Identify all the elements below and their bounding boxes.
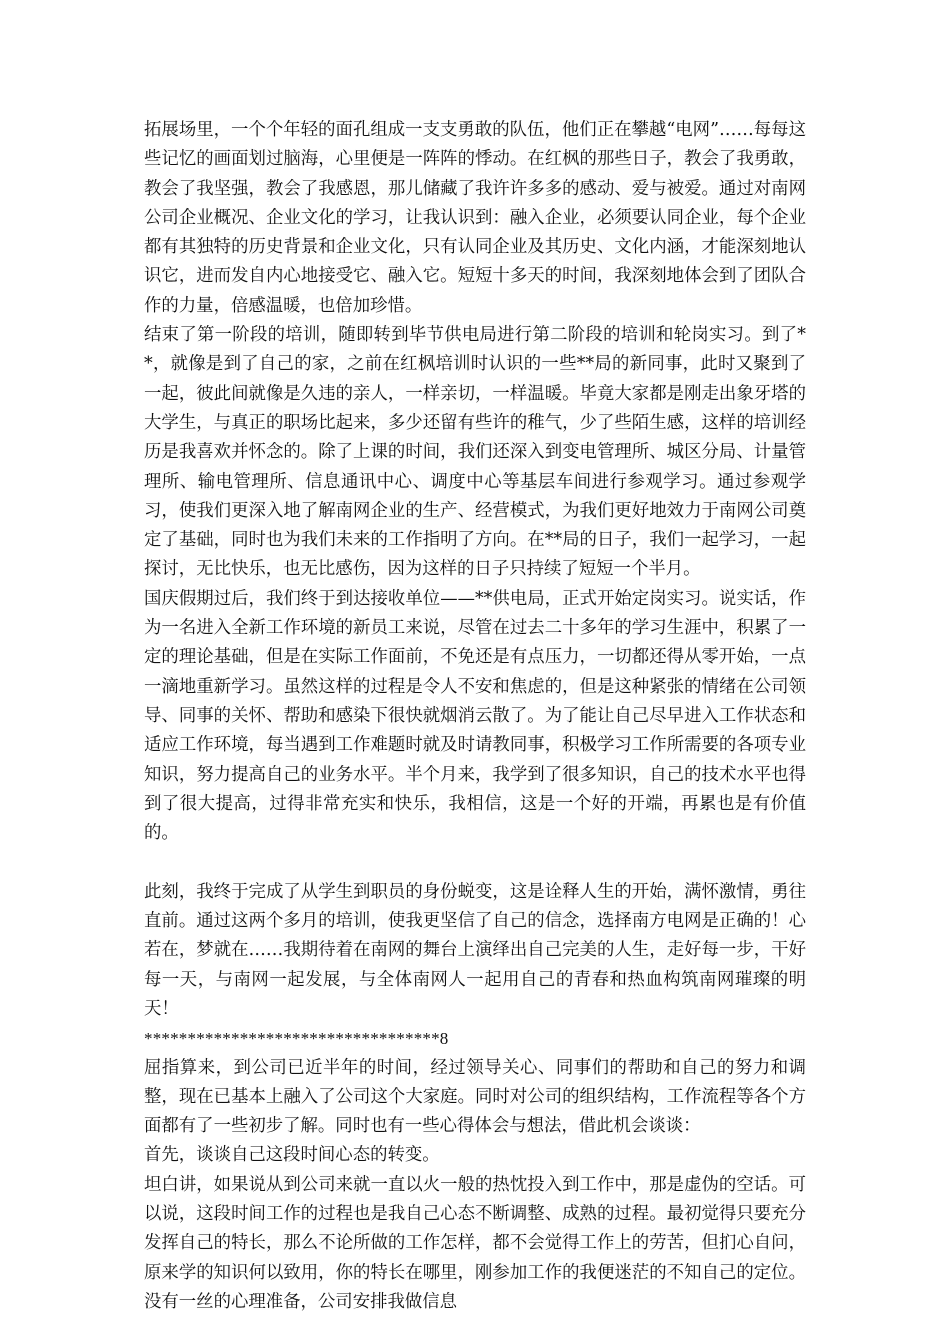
paragraph-4: 此刻，我终于完成了从学生到职员的身份蜕变，这是诠释人生的开始，满怀激情，勇往直前。通过这两个多月的培训，使我更坚信了自己的信念，选择南方电网是正确的！心若在，梦就在……我期待着在南网的舞台上演绎出自己完美的人生，走好每一步，干好每一天，与南网一起发展，与全体南网人一起用自己的青春和热血构筑南网璀璨的明天！ [144,881,806,1019]
paragraph-2: 结束了第一阶段的培训，随即转到毕节供电局进行第二阶段的培训和轮岗实习。到了**，就像是到了自己的家，之前在红枫培训时认识的一些**局的新同事，此时又聚到了一起，彼此间就像是久违的亲人，一样亲切，一样温暖。毕竟大家都是刚走出象牙塔的大学生，与真正的职场比起来，多少还留有些许的稚气，少了些陌生感，这样的培训经历是我喜欢并怀念的。除了上课的时间，我们还深入到变电管理所、城区分局、计量管理所、输电管理所、信息通讯中心、调度中心等基层车间进行参观学习。通过参观学习，使我们更深入地了解南网企业的生产、经营模式，为我们更好地效力于南网公司奠定了基础，同时也为我们未来的工作指明了方向。在**局的日子，我们一起学习，一起探讨，无比快乐，也无比感伤，因为这样的日子只持续了短短一个半月。 [144,325,806,580]
paragraph-5: 屈指算来，到公司已近半年的时间，经过领导关心、同事们的帮助和自己的努力和调整，现在已基本上融入了公司这个大家庭。同时对公司的组织结构，工作流程等各个方面都有了一些初步了解。同时也有一些心得体会与想法，借此机会谈谈： [144,1057,806,1137]
document-page [144,116,806,1317]
section-separator: **********************************8 [144,1029,449,1049]
paragraph-7: 坦白讲，如果说从到公司来就一直以火一般的热忱投入到工作中，那是虚伪的空话。可以说，这段时间工作的过程也是我自己心态不断调整、成熟的过程。最初觉得只要充分发挥自己的特长，那么不论所做的工作怎样，都不会觉得工作上的劳苦，但扪心自问，原来学的知识何以致用，你的特长在哪里，刚参加工作的我便迷茫的不知自己的定位。没有一丝的心理准备，公司安排我做信息 [144,1174,806,1312]
paragraph-3: 国庆假期过后，我们终于到达接收单位——**供电局，正式开始定岗实习。说实话，作为一名进入全新工作环境的新员工来说，尽管在过去二十多年的学习生涯中，积累了一定的理论基础，但是在实际工作面前，不免还是有点压力，一切都还得从零开始，一点一滴地重新学习。虽然这样的过程是令人不安和焦虑的，但是这种紧张的情绪在公司领导、同事的关怀、帮助和感染下很快就烟消云散了。为了能让自己尽早进入工作状态和适应工作环境，每当遇到工作难题时就及时请教同事，积极学习工作所需要的各项专业知识，努力提高自己的业务水平。半个月来，我学到了很多知识，自己的技术水平也得到了很大提高，过得非常充实和快乐，我相信，这是一个好的开端，再累也是有价值的。 [144,588,806,844]
paragraph-6: 首先，谈谈自己这段时间心态的转变。 [144,1145,440,1166]
paragraph-1: 拓展场里，一个个年轻的面孔组成一支支勇敢的队伍，他们正在攀越“电网”……每每这些记忆的画面划过脑海，心里便是一阵阵的悸动。在红枫的那些日子，教会了我勇敢，教会了我坚强，教会了我感恩，那儿储藏了我许许多多的感动、爱与被爱。通过对南网公司企业概况、企业文化的学习，让我认识到：融入企业，必须要认同企业，每个企业都有其独特的历史背景和企业文化，只有认同企业及其历史、文化内涵，才能深刻地认识它，进而发自内心地接受它、融入它。短短十多天的时间，我深刻地体会到了团队合作的力量，倍感温暖，也倍加珍惜。 [144,120,806,316]
blank-line [144,848,806,877]
